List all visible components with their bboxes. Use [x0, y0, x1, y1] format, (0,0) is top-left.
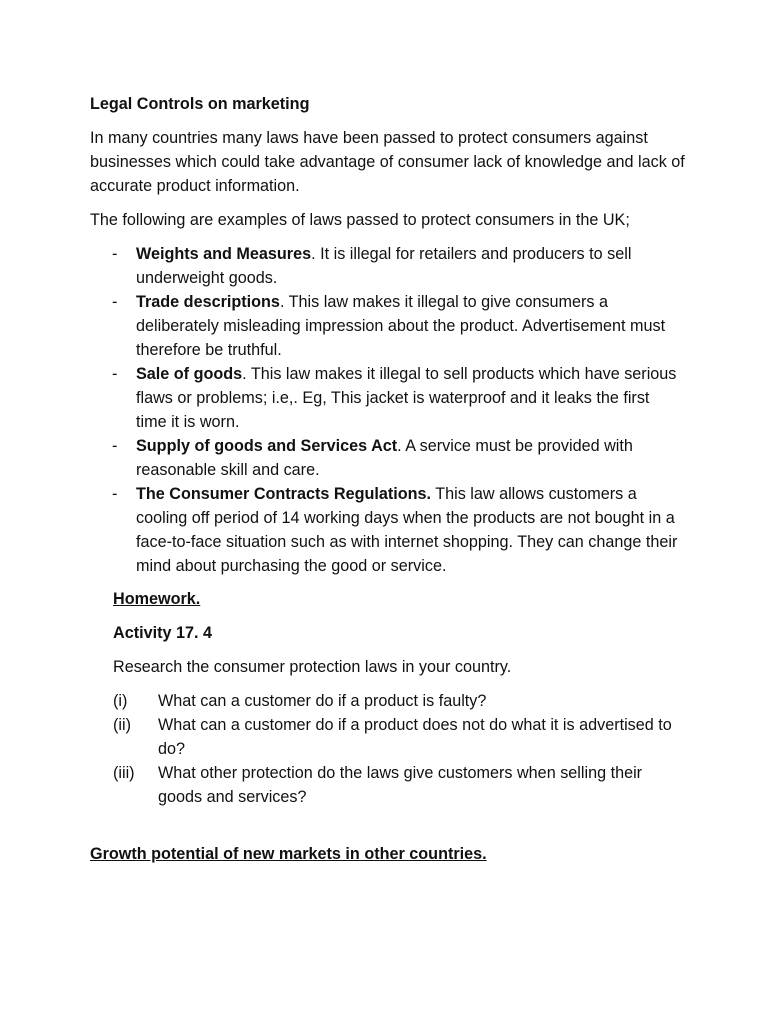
list-item	[113, 689, 690, 713]
law-description: . It is illegal for retailers and producers to sell underweight goods.	[136, 245, 632, 287]
bullet-dash: -	[112, 437, 118, 455]
law-name: The Consumer Contracts Regulations.	[136, 485, 432, 503]
activity-label: Activity 17. 4	[113, 624, 212, 642]
law-description: This law allows customers a cooling off period of 14 working days when the products are not bought in a face-to-face situation such as with internet shopping. They can change their mind about purchasing the good or service.	[136, 485, 678, 575]
question-number: (i)	[113, 692, 128, 710]
law-name: Weights and Measures	[136, 245, 312, 263]
examples-lead-paragraph: The following are examples of laws passed to protect consumers in the UK;	[90, 211, 630, 229]
question-text: What can a customer do if a product is faulty?	[158, 692, 487, 710]
activity-instruction: Research the consumer protection laws in your country.	[113, 658, 512, 676]
homework-label: Homework.	[113, 590, 201, 608]
law-description: . A service must be provided with reasonable skill and care.	[136, 437, 633, 479]
law-name: Supply of goods and Services Act	[136, 437, 398, 455]
questions-list	[113, 689, 690, 809]
law-name: Trade descriptions	[136, 293, 280, 311]
law-name: Sale of goods	[136, 365, 243, 383]
bullet-dash: -	[112, 293, 118, 311]
list-item	[90, 362, 684, 434]
next-section-heading: Growth potential of new markets in other countries.	[90, 845, 487, 863]
list-item	[90, 482, 684, 578]
bullet-dash: -	[112, 365, 118, 383]
bullet-dash: -	[112, 245, 118, 263]
list-item	[90, 290, 684, 362]
question-text: What can a customer do if a product does not do what it is advertised to do?	[158, 716, 672, 758]
law-description: . This law makes it illegal to sell products which have serious flaws or problems; i.e,. Eg, This jacket is waterproof and it leaks the first time it is worn.	[136, 365, 677, 431]
list-item	[90, 434, 684, 482]
question-number: (ii)	[113, 716, 131, 734]
question-text: What other protection do the laws give customers when selling their goods and services?	[158, 764, 643, 806]
question-number: (iii)	[113, 764, 135, 782]
law-description: . This law makes it illegal to give consumers a deliberately misleading impression about the product. Advertisement must therefore be truthful.	[136, 293, 666, 359]
bullet-dash: -	[112, 485, 118, 503]
list-item	[90, 242, 684, 290]
section-heading: Legal Controls on marketing	[90, 95, 310, 113]
list-item	[113, 713, 690, 761]
list-item	[113, 761, 690, 809]
laws-list	[90, 242, 690, 578]
intro-paragraph: In many countries many laws have been passed to protect consumers against businesses which could take advantage of consumer lack of knowledge and lack of accurate product information.	[90, 129, 685, 195]
document-page	[90, 92, 690, 866]
